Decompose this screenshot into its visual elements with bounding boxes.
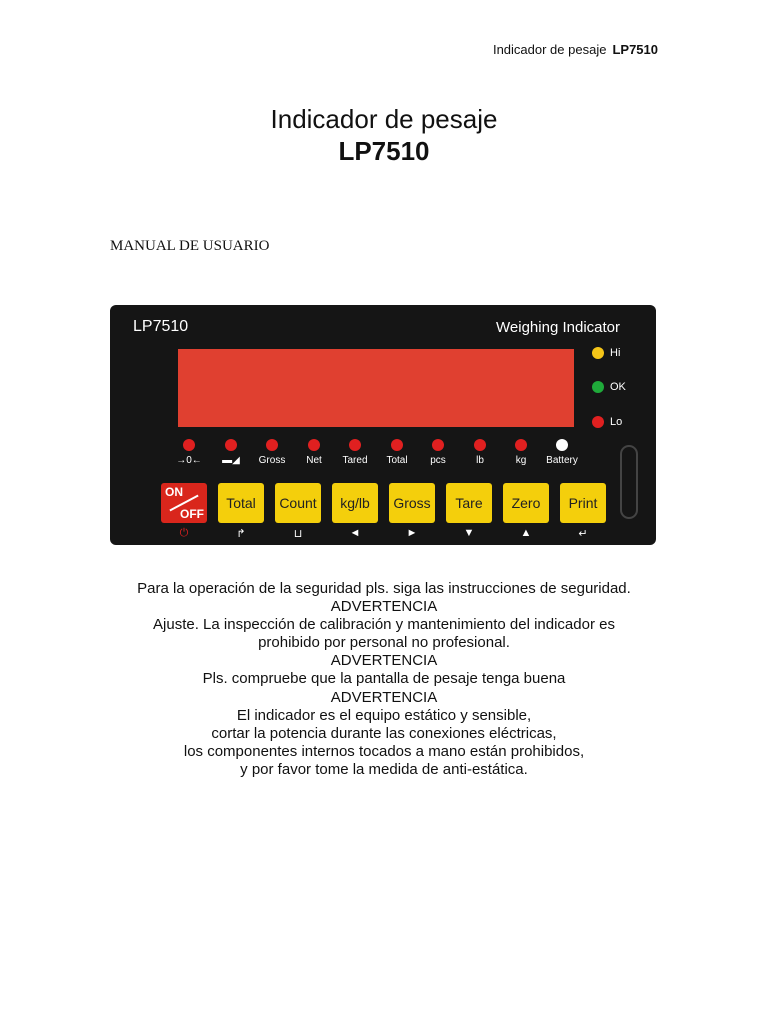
led-icon (349, 439, 361, 451)
panel-slot (620, 445, 638, 519)
document-title (0, 103, 768, 167)
arrow-down-icon: ▼ (463, 527, 475, 539)
text-line: Ajuste. La inspección de calibración y mantenimiento del indicador es (153, 616, 615, 634)
running-header (493, 42, 658, 57)
annunciator-label: ▬◢ (222, 455, 240, 466)
led-icon (225, 439, 237, 451)
print-button[interactable]: Print (560, 483, 606, 523)
tare-button[interactable]: Tare (446, 483, 492, 523)
title-line: Indicador de pesaje (270, 104, 498, 134)
zero-button[interactable]: Zero (503, 483, 549, 523)
gross-button[interactable]: Gross (389, 483, 435, 523)
on-label: ON (165, 485, 183, 499)
arrow-right-icon: ► (406, 527, 418, 539)
annunciator-label: Tared (342, 455, 368, 466)
arrow-left-icon: ◄ (349, 527, 361, 539)
arrow-up-icon: ▲ (520, 527, 532, 539)
enter-shift-icon: ↱ (236, 528, 246, 540)
status-lamp-lo (592, 416, 622, 428)
status-lamp-hi (592, 347, 620, 359)
annunciator-label: Total (386, 455, 408, 466)
text-line: ADVERTENCIA (330, 652, 438, 670)
on-off-button[interactable] (161, 483, 207, 523)
text-line: los componentes internos tocados a mano están prohibidos, (183, 742, 585, 760)
text-line: Pls. compruebe que la pantalla de pesaje tenga buena (202, 670, 566, 688)
annunciator-label: lb (476, 455, 484, 466)
bracket-icon: ⊔ (293, 528, 303, 540)
manual-label: MANUAL DE USUARIO (110, 238, 270, 254)
annunciator-label: kg (515, 455, 527, 466)
annunciator-label: pcs (430, 455, 446, 466)
lamp-dot-icon (592, 416, 604, 428)
running-header-model: LP7510 (612, 42, 658, 57)
annunciator-label: Battery (546, 455, 578, 466)
status-lamp-label: Hi (610, 347, 621, 359)
power-icon: ⏻ (179, 527, 189, 539)
annunciator-battery (537, 439, 587, 466)
lamp-dot-icon (592, 381, 604, 393)
led-icon (515, 439, 527, 451)
panel-brand-label: Weighing Indicator (496, 319, 620, 336)
annunciator-label: Gross (258, 455, 286, 466)
annunciator-label: →0← (176, 455, 202, 466)
text-line: ADVERTENCIA (330, 688, 438, 706)
text-line: El indicador es el equipo estático y sensible, (236, 706, 532, 724)
text-line: cortar la potencia durante las conexiones eléctricas, (211, 724, 557, 742)
led-icon (308, 439, 320, 451)
indicator-front-panel (110, 305, 656, 545)
led-icon (391, 439, 403, 451)
text-line: ADVERTENCIA (330, 598, 438, 616)
text-line: Para la operación de la seguridad pls. siga las instrucciones de seguridad. (137, 580, 631, 597)
led-icon (432, 439, 444, 451)
led-icon (183, 439, 195, 451)
running-header-text: Indicador de pesaje (492, 42, 607, 57)
total-button[interactable]: Total (218, 483, 264, 523)
status-lamp-label: OK (610, 381, 626, 393)
lamp-dot-icon (592, 347, 604, 359)
title-model: LP7510 (338, 136, 430, 166)
status-lamp-ok (592, 381, 626, 393)
text-line: prohibido por personal no profesional. (258, 634, 510, 652)
weight-display (178, 349, 574, 427)
annunciator-label: Net (306, 455, 322, 466)
return-icon: ↵ (578, 528, 588, 540)
led-icon (556, 439, 568, 451)
status-lamp-label: Lo (610, 416, 623, 428)
kg-lb-button[interactable]: kg/lb (332, 483, 378, 523)
led-icon (474, 439, 486, 451)
off-label: OFF (180, 507, 204, 521)
led-icon (266, 439, 278, 451)
count-button[interactable]: Count (275, 483, 321, 523)
panel-model-label: LP7510 (133, 318, 189, 335)
safety-text (0, 580, 768, 779)
text-line: y por favor tome la medida de anti-estática. (240, 760, 528, 778)
